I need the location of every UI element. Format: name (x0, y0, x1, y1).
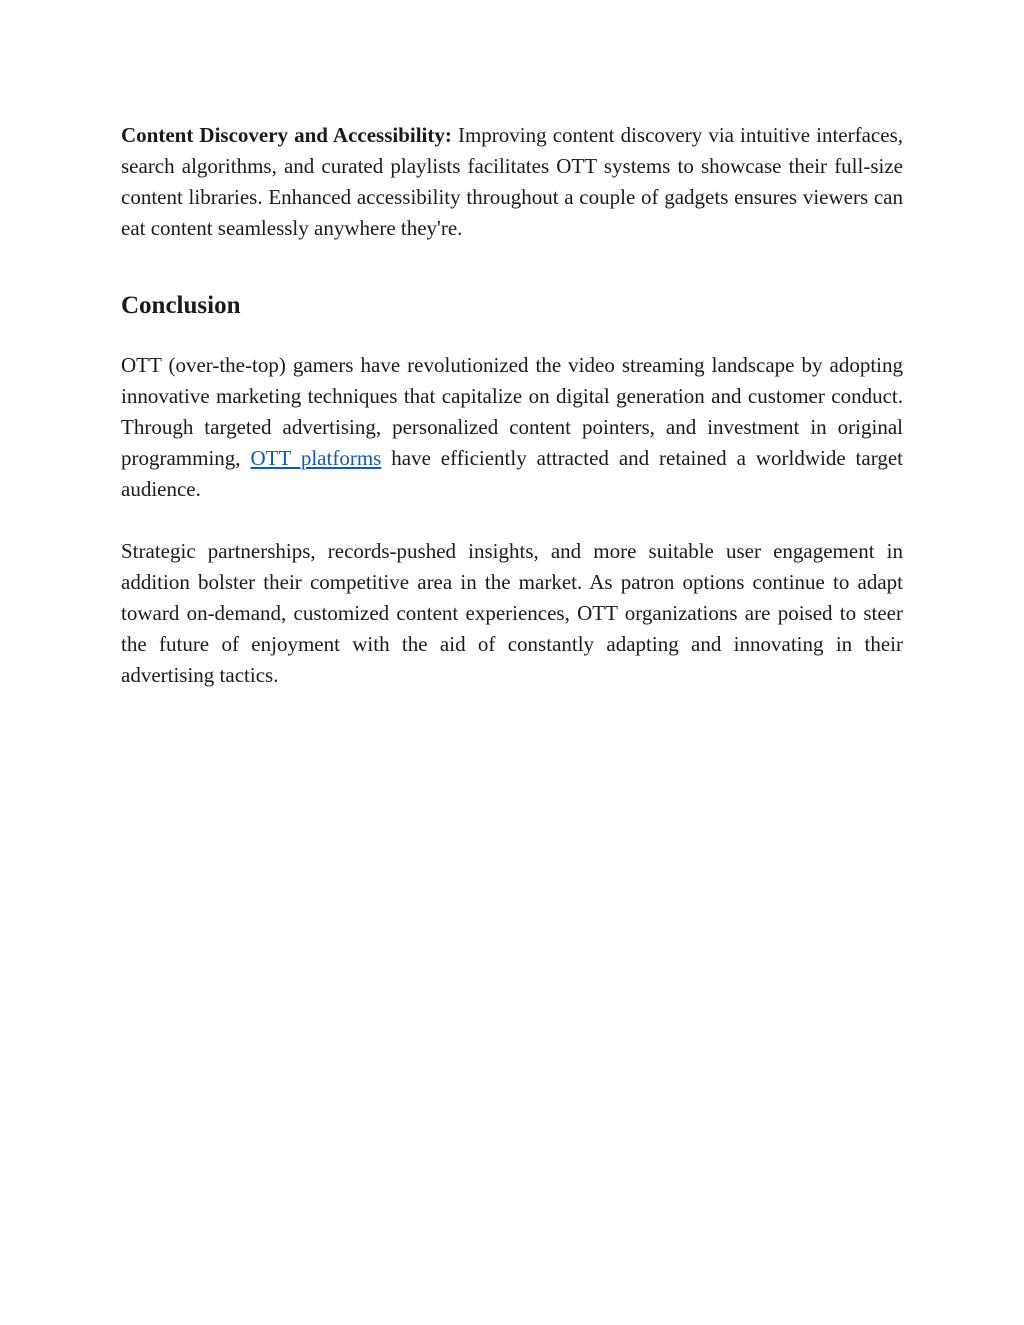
paragraph-body-text: Improving content discovery via intuitive interfaces, search algorithms, and curated playlists facilitates OTT systems to showcase their full-size content libraries. Enhanced accessibility throughout a couple of gadgets ensures viewers can eat content seamlessly anywhere they're. (121, 123, 903, 240)
conclusion-paragraph-2: Strategic partnerships, records-pushed insights, and more suitable user engagement in addition bolster their competitive area in the market. As patron options continue to adapt toward on-demand, customized content experiences, OTT organizations are poised to steer the future of enjoyment with the aid of constantly adapting and innovating in their advertising tactics. (121, 539, 903, 687)
content-discovery-paragraph (121, 120, 903, 244)
conclusion-paragraph-1 (121, 350, 903, 505)
conclusion-heading: Conclusion (121, 292, 241, 319)
paragraph-text-before-link: OTT (over-the-top) gamers have revolutionized the video streaming landscape by adopting innovative marketing techniques that capitalize on digital generation and customer conduct. Through targeted advertising, personalized content pointers, and investment in original programming, (121, 353, 903, 470)
paragraph-text-after-link: have efficiently attracted and retained a worldwide target audience. (121, 446, 903, 501)
paragraph-lead-heading: Content Discovery and Accessibility: (121, 123, 452, 147)
document-page (121, 120, 903, 691)
ott-platforms-link[interactable]: OTT platforms (250, 446, 382, 470)
